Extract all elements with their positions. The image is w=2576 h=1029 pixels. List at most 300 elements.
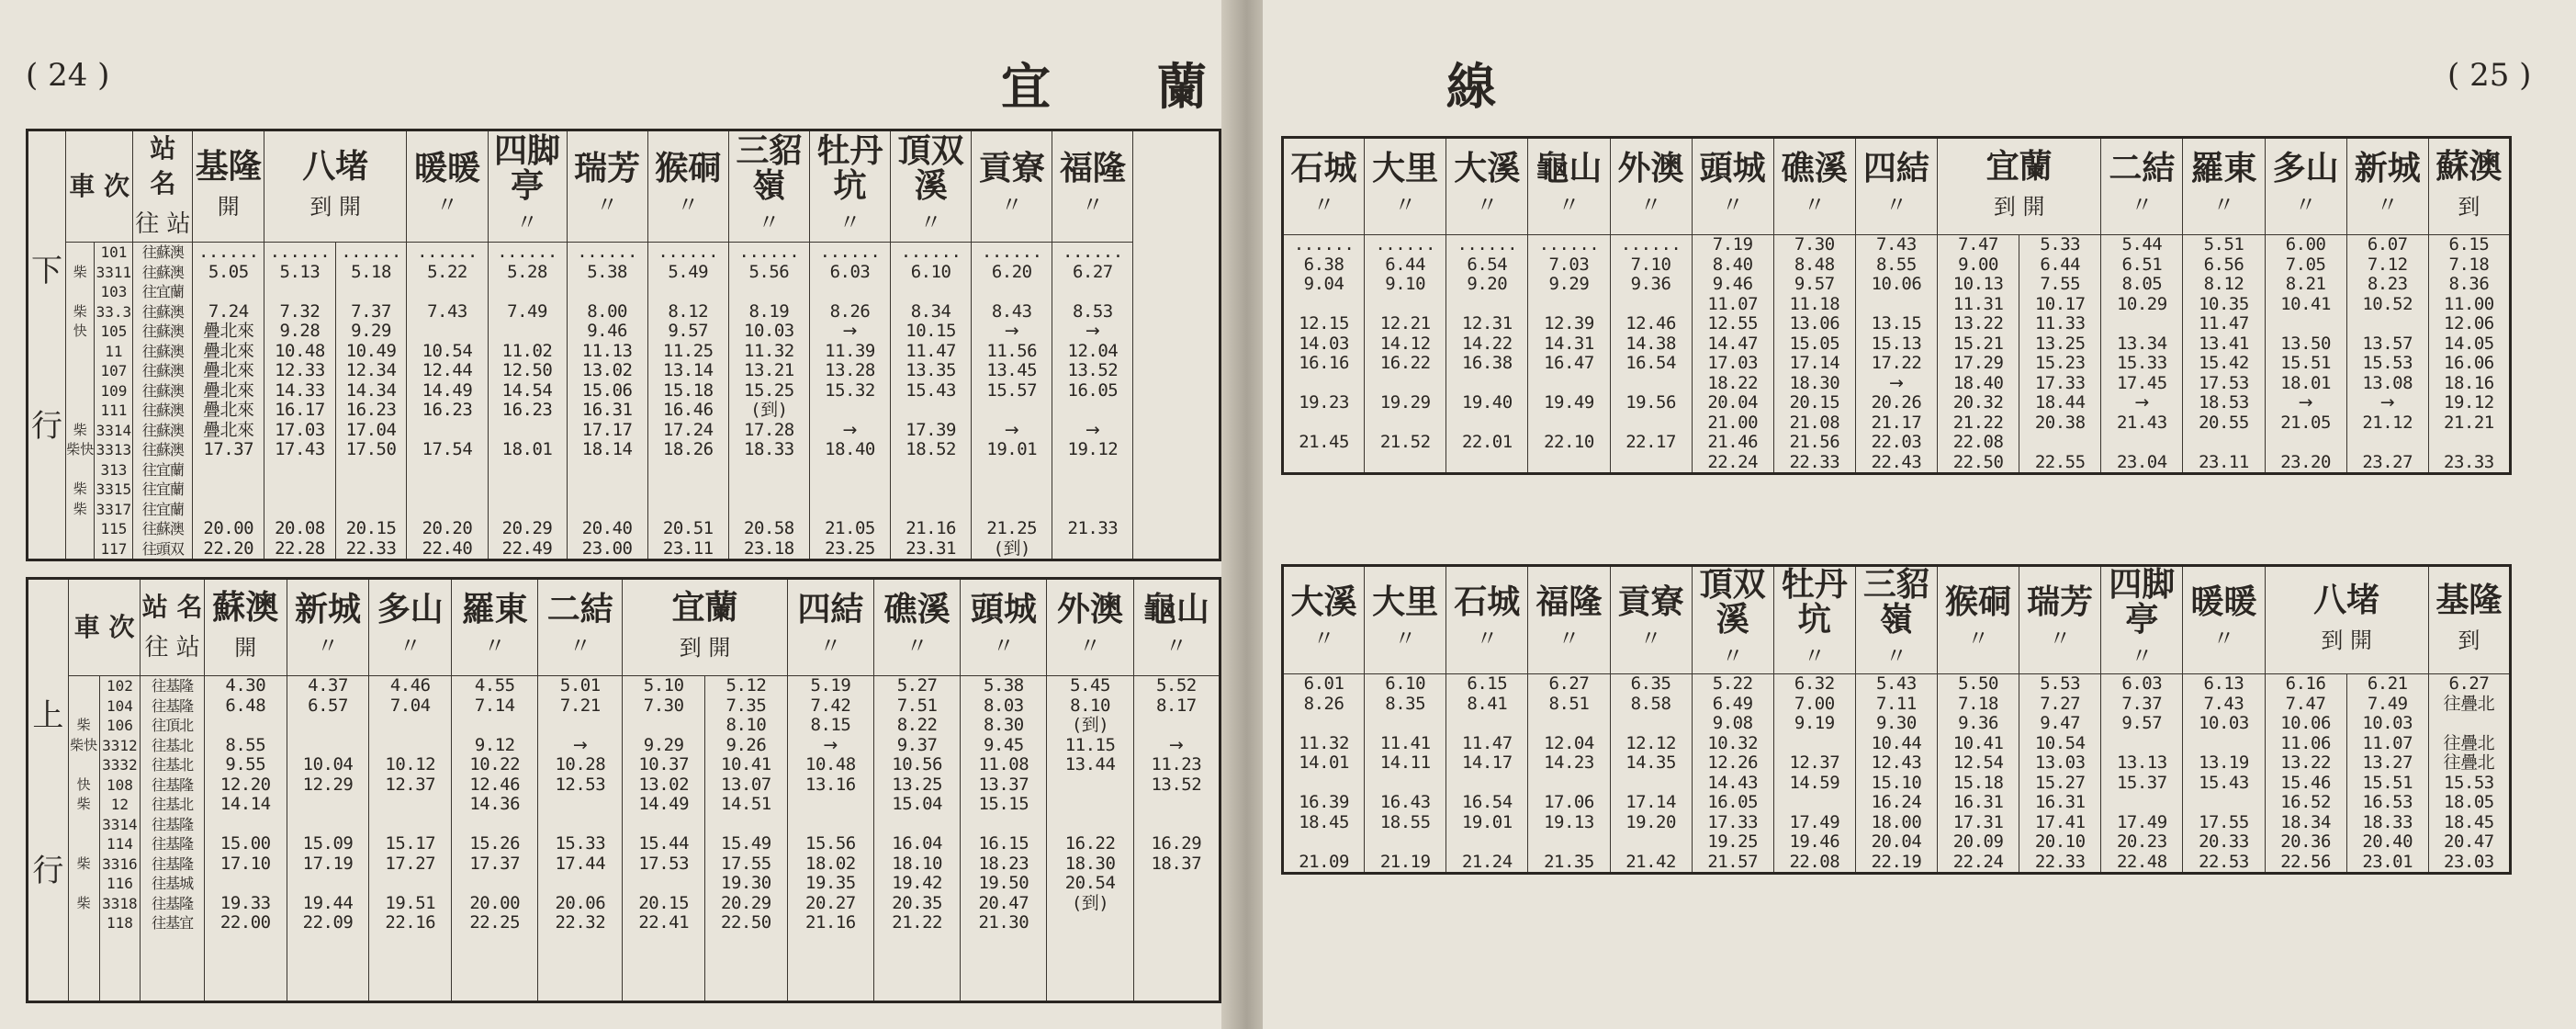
rd-station-name-3: 龜山 [1535,149,1603,187]
lu-time-9-6: 15.15 [978,794,1029,814]
ld-time-9-7: 15.43 [906,379,956,401]
ru-station-name-4: 貢寮 [1617,582,1684,621]
ld-time-2-2 [336,282,407,302]
rd-station-0 [1283,138,1365,235]
rd-station-10 [2183,138,2265,235]
ld-time-4-5: 11.02 [501,340,553,361]
lu-time-2-3 [369,736,451,756]
rd-station-name-8: 宜蘭 [1985,147,2053,186]
lu-time-5-5: 13.02 [638,774,690,795]
ld-time-11-2 [1052,282,1132,302]
ru-time-col-7 [1855,674,1937,874]
ld-dest-11: 往宜蘭 [141,460,184,479]
lu-time-0-1: 6.48 [225,695,266,716]
ru-time-1-3: 11.41 [1379,732,1431,753]
ru-time-10-0: 6.03 [2121,673,2163,694]
ru-time-12-8: 20.36 [2280,831,2331,852]
ru-time-8-8: 20.09 [1952,831,2004,852]
ld-time-2-15: 22.33 [345,537,397,559]
ld-time-2-3: 7.37 [351,300,391,322]
page-number-right: ( 25 ) [2447,57,2532,94]
rd-time-9-6: 15.23 [2034,353,2086,373]
ld-time-10-10: 19.01 [986,439,1038,459]
ru-station-mark-9: 〃 [2049,626,2072,651]
ld-time-0-6: 疊北來 [203,360,254,380]
ru-time-3-2 [1528,714,1609,734]
ld-time-5-6: 13.02 [581,360,633,380]
ld-time-7-3: 8.19 [748,300,790,322]
lu-time-2-6 [369,795,451,815]
rd-time-10-5: 13.34 [2116,333,2167,354]
rd-time-0-5: 14.03 [1299,333,1349,354]
ld-time-5-15: 23.00 [581,537,633,559]
ld-dest-col [133,243,193,560]
rd-time-9-7: 17.33 [2034,372,2086,393]
ru-time-0-3: 11.32 [1299,732,1349,753]
ru-time-7-1: 7.11 [1876,693,1917,714]
ld-time-10-13 [972,500,1052,520]
lu-time-8-4: 10.56 [892,754,942,775]
ld-time-4-7: 14.54 [501,379,553,401]
rd-time-1-10: 21.52 [1379,432,1431,452]
ru-time-1-2 [1365,714,1445,734]
ld-train-no-10: 3313 [96,441,132,458]
rd-time-4-7 [1611,374,1692,394]
rd-station-mark-3: 〃 [1558,192,1580,218]
ru-time-11-3 [2183,734,2264,754]
lu-station-sub-0: 開 [234,635,257,661]
lu-dest-col [141,676,205,1002]
rd-time-6-10: 21.56 [1789,432,1840,452]
rd-station-mark-4: 〃 [1639,192,1662,218]
rd-time-11-7: 17.53 [2199,372,2249,393]
rd-time-10-4 [2101,314,2182,334]
rd-time-13-11: 23.27 [2362,451,2413,472]
rd-time-12-8: → [2298,392,2313,413]
rd-time-0-0: ...... [1293,234,1355,254]
ld-time-7-9: 17.28 [744,419,794,440]
lu-time-2-9: 17.27 [385,853,436,874]
ru-time-8-6: 16.31 [1952,792,2004,812]
ru-time-5-3: 10.32 [1707,732,1759,753]
ru-time-2-0: 6.15 [1467,673,1508,694]
rd-time-1-5: 14.12 [1379,333,1431,354]
ru-time-3-1: 8.51 [1548,693,1590,714]
ld-time-5-12 [568,480,647,500]
lu-time-10-5 [1047,775,1132,796]
ld-corner-header [133,130,193,243]
ld-time-1-3: 7.32 [279,300,321,322]
rd-time-14-8: 19.12 [2444,392,2494,413]
ru-station-mark-5: 〃 [1721,643,1744,669]
lu-time-3-6: 14.36 [469,794,521,814]
lu-time-9-0: 5.38 [983,675,1024,695]
rd-time-8-7: 18.40 [1952,372,2004,393]
ld-time-8-2 [810,282,890,302]
lu-time-5-6: 14.49 [638,794,690,814]
lu-station-name-7: 礁溪 [883,590,951,628]
lu-time-11-1: 8.17 [1155,695,1197,716]
ld-station-mark-8: 〃 [919,209,942,235]
lu-station-mark-4: 〃 [568,633,591,659]
ld-dest-4: 往蘇澳 [141,322,184,340]
ld-station-name-4: 瑞芳 [574,149,641,187]
ld-time-2-4: 9.29 [351,321,391,341]
lu-time-11-2 [1134,716,1219,736]
ru-time-1-7: 18.55 [1379,811,1431,832]
ru-time-1-1: 8.35 [1385,693,1426,714]
rd-time-3-9 [1528,413,1609,434]
rd-time-col-8 [1938,235,2019,474]
ru-station-mark-3: 〃 [1558,626,1580,651]
ru-time-col-0 [1283,674,1365,874]
ru-time-12-1: 7.47 [2285,693,2326,714]
ld-station-0 [193,130,264,243]
ld-time-6-4: 9.57 [668,321,709,341]
ld-time-11-13 [1052,500,1132,520]
lu-train-no-3: 3312 [102,736,138,754]
lu-time-11-5: 13.52 [1151,774,1202,795]
lu-time-2-5: 12.37 [385,774,436,795]
lu-station-4 [538,579,623,676]
lu-time-5-1: 7.30 [643,695,684,716]
lu-direction-label [28,579,69,1002]
ru-time-11-7: 17.55 [2199,811,2249,832]
rd-time-4-8: 19.56 [1625,392,1676,413]
rd-time-8-10: 22.08 [1952,432,2004,452]
rd-time-10-3: 10.29 [2116,293,2167,314]
rd-time-7-0: 7.43 [1876,234,1917,254]
rd-time-6-9: 21.08 [1789,412,1840,433]
lu-time-4-12: 22.32 [555,912,606,933]
ru-time-8-2: 9.36 [1958,713,1998,733]
rd-time-7-6: 17.22 [1871,353,1922,373]
rd-time-2-0: ...... [1457,234,1518,254]
ru-time-4-5 [1611,774,1692,794]
lu-time-col-1 [287,676,369,1002]
ld-time-4-1: 5.28 [507,261,547,282]
ru-time-9-0: 5.53 [2040,673,2081,694]
lu-kind-3: 柴快 [70,736,98,753]
rd-station-13 [2428,138,2510,235]
ru-time-0-0: 6.01 [1303,673,1344,694]
lu-time-0-11: 19.33 [219,892,271,913]
ru-time-9-2: 9.47 [2040,713,2081,733]
lu-time-8-11: 20.35 [892,892,942,913]
ld-dest-14: 往蘇澳 [141,520,184,537]
ld-time-4-14: 20.29 [501,518,553,538]
ru-station-name-0: 大溪 [1290,582,1357,621]
ld-time-6-7: 15.18 [662,379,714,401]
lu-time-4-2 [538,716,622,736]
ru-time-3-9: 21.35 [1544,851,1594,872]
rd-time-0-10: 21.45 [1299,432,1349,452]
lu-train-no-10: 116 [106,875,133,892]
ld-time-6-5: 11.25 [662,340,714,361]
ld-time-3-6: 12.44 [422,360,473,380]
ld-time-3-9 [407,421,487,441]
ru-time-13-3: 11.07 [2362,732,2413,753]
rd-time-13-7: 13.08 [2362,372,2413,393]
ld-time-6-0: ...... [658,242,719,262]
lu-time-3-0: 4.55 [474,675,515,695]
rd-time-col-9 [2019,235,2101,474]
ld-direction-char-0: 下 [30,252,62,289]
title-char-3: 線 [1446,57,1500,116]
lu-time-3-4: 10.22 [469,754,521,775]
ld-train-no-1: 3311 [96,263,132,281]
ru-station-name-13: 基隆 [2435,581,2503,619]
ld-time-8-1: 6.03 [829,261,871,282]
ld-dest-0: 往蘇澳 [141,243,184,261]
rd-time-13-8: → [2379,392,2395,413]
lu-time-7-10: 19.35 [805,873,856,893]
lu-time-7-7 [788,815,873,835]
ld-kind-7 [66,381,94,401]
ld-time-0-10: 17.37 [203,439,254,459]
rd-time-1-6: 16.22 [1379,353,1431,373]
ld-time-4-2 [489,282,567,302]
rd-time-5-4: 12.55 [1707,313,1759,334]
ru-time-14-5: 15.53 [2444,772,2494,793]
ru-time-7-3: 10.44 [1871,732,1922,753]
lu-station-sub-5: 到 開 [679,635,731,661]
rd-time-11-2: 8.12 [2203,274,2244,294]
rd-time-6-11: 22.33 [1789,451,1840,472]
ld-time-0-3: 7.24 [208,300,249,322]
ru-time-7-0: 5.43 [1876,673,1917,694]
rd-time-12-11: 23.20 [2280,451,2331,472]
ru-time-col-4 [1610,674,1692,874]
ru-time-0-8 [1284,832,1364,853]
lu-time-7-12: 21.16 [805,912,856,933]
rd-time-10-10 [2101,433,2182,453]
rd-time-3-0: ...... [1538,234,1600,254]
lu-time-7-3: → [823,734,838,755]
lu-station-10 [1133,579,1220,676]
lu-time-9-8: 16.15 [978,833,1029,854]
ru-time-0-6: 16.39 [1299,792,1349,812]
ld-time-0-2 [193,282,264,302]
ld-station-sub-0: 開 [217,194,240,220]
ru-time-6-7: 17.49 [1789,811,1840,832]
ld-time-3-15: 22.40 [422,537,473,559]
lu-time-3-12: 22.25 [469,912,521,933]
rd-time-0-7 [1284,374,1364,394]
lu-time-7-8: 15.56 [805,833,856,854]
ru-station-10 [2101,566,2183,674]
ld-station-name-10: 福隆 [1059,149,1126,187]
ru-time-2-3: 11.47 [1461,732,1513,753]
ld-time-3-4 [407,322,487,342]
lu-time-5-11: 20.15 [638,892,690,913]
rd-time-9-9: 20.38 [2034,412,2086,433]
ld-station-name-1: 八堵 [302,147,369,186]
rd-time-0-2: 9.04 [1303,274,1344,294]
ru-time-9-5: 15.27 [2034,772,2086,793]
rd-time-5-11: 22.24 [1707,451,1759,472]
rd-time-14-6: 16.06 [2444,353,2494,373]
ru-time-10-7: 17.49 [2116,811,2167,832]
rd-station-mark-1: 〃 [1394,192,1417,218]
ru-station-mark-6: 〃 [1803,643,1826,669]
lu-time-col-7 [787,676,873,1002]
ld-time-5-14: 20.40 [581,518,633,538]
rd-time-12-5: 13.50 [2280,333,2331,354]
ru-time-3-4: 14.23 [1544,752,1594,773]
ld-time-0-9: 疊北來 [203,419,254,440]
ru-time-6-0: 6.32 [1794,673,1835,694]
lu-time-2-0: 4.46 [389,675,431,695]
ru-time-col-2 [1446,674,1528,874]
rd-station-name-10: 羅東 [2190,149,2257,187]
rd-station-8 [1938,138,2101,235]
ru-time-13-9: 23.01 [2362,851,2413,872]
ru-time-5-2: 9.08 [1712,713,1753,733]
lu-time-5-2 [623,716,704,736]
rd-time-14-11: 23.33 [2444,451,2494,472]
ru-station-1 [1365,566,1446,674]
lu-kind-2: 柴 [76,717,91,733]
rd-time-1-2: 9.10 [1385,274,1426,294]
lu-time-4-1: 7.21 [559,695,601,716]
ru-time-12-9: 22.56 [2280,851,2331,872]
rd-time-3-1: 7.03 [1548,254,1590,275]
rd-station-name-13: 蘇澳 [2435,147,2503,186]
rd-time-4-4: 12.46 [1625,313,1676,334]
rd-time-12-2: 8.21 [2285,274,2326,294]
rd-time-14-7: 18.16 [2444,372,2494,393]
ld-station-name-8: 頂双溪 [897,131,964,205]
lu-station-0 [204,579,287,676]
lu-train-no-0: 102 [106,677,133,695]
rd-time-6-4: 13.06 [1789,313,1840,334]
ld-time-5-11 [568,460,647,481]
ld-time-0-15: 22.20 [203,537,254,559]
ld-time-11-6: 13.52 [1067,360,1119,380]
ld-time-5-7: 15.06 [581,379,633,401]
ld-kind-6 [66,361,94,381]
rd-station-mark-12: 〃 [2376,192,2399,218]
rd-time-col-5 [1692,235,1773,474]
rd-time-col-12 [2265,235,2346,474]
ru-time-14-1: 往疊北 [2443,693,2495,714]
ld-time-col-4 [488,243,567,560]
ld-train-no-8: 111 [100,401,128,419]
rd-time-7-4: 13.15 [1871,313,1922,334]
lu-time-6-12: 22.50 [721,912,771,933]
ru-time-13-0: 6.21 [2367,673,2408,694]
ru-time-8-5: 15.18 [1952,772,2004,793]
lu-time-5-0: 5.10 [643,675,684,695]
ld-dest-9: 往蘇澳 [141,421,184,439]
ru-time-2-1: 8.41 [1467,693,1508,714]
rd-time-2-4: 12.31 [1461,313,1513,334]
rd-time-2-10: 22.01 [1461,432,1513,452]
lu-dest-3: 往基北 [152,736,194,754]
rd-time-5-5: 14.47 [1707,333,1759,354]
ld-time-9-5: 11.47 [906,340,956,361]
lu-time-8-5: 13.25 [892,774,942,795]
lu-time-9-4: 11.08 [978,754,1029,775]
ld-train-no-3: 33.3 [96,302,132,321]
ld-time-10-4: → [1004,321,1019,341]
rd-time-11-5: 13.41 [2199,333,2249,354]
lu-time-4-8: 15.33 [555,833,606,854]
ru-station-name-2: 石城 [1454,582,1521,621]
rd-time-7-3 [1856,295,1937,315]
ld-body-row [28,243,1221,560]
rd-time-2-3 [1446,295,1527,315]
rd-time-9-5: 13.25 [2034,333,2086,354]
ld-time-4-0: ...... [497,242,557,262]
rd-station-7 [1855,138,1937,235]
ld-time-1-2 [264,282,335,302]
rd-station-4 [1610,138,1692,235]
rd-time-1-4: 12.21 [1379,313,1431,334]
ld-time-11-0: ...... [1063,242,1123,262]
ru-time-12-6: 16.52 [2280,792,2331,812]
ld-time-3-0: ...... [417,242,478,262]
lu-header-row [28,579,1221,676]
ld-direction-label [28,130,66,560]
ru-time-14-0: 6.27 [2448,673,2490,694]
ld-time-10-5: 11.56 [986,340,1038,361]
ru-station-name-6: 牡丹坑 [1781,565,1848,639]
lu-station-name-8: 頭城 [970,590,1037,628]
lu-time-7-2: 8.15 [810,715,851,735]
lu-corner-header [141,579,205,676]
ru-time-3-3: 12.04 [1544,732,1594,753]
rd-time-8-11: 22.50 [1952,451,2004,472]
lu-time-col-5 [623,676,705,1002]
lu-time-4-11: 20.06 [555,892,606,913]
rd-time-14-4: 12.06 [2444,313,2494,334]
ru-time-5-4: 12.26 [1707,752,1759,773]
rd-station-name-2: 大溪 [1454,149,1521,187]
ld-kind-11 [66,460,94,481]
ld-direction-char-1: 行 [30,407,62,445]
lu-train-no-12: 118 [106,914,133,932]
ru-time-10-4: 13.13 [2116,752,2167,773]
lu-dest-1: 往基隆 [152,696,194,715]
ld-time-0-14: 20.00 [203,518,254,538]
ld-time-0-5: 疊北來 [203,340,254,361]
ru-time-4-0: 6.35 [1630,673,1671,694]
ru-time-0-7: 18.45 [1299,811,1349,832]
ru-time-9-1: 7.27 [2040,693,2081,714]
ru-time-6-8: 19.46 [1789,831,1840,852]
lu-train-no-2: 106 [106,717,133,734]
lu-time-3-9: 17.37 [469,853,521,874]
ld-dest-7: 往蘇澳 [141,381,184,400]
lu-dest-8: 往基隆 [152,835,194,853]
lu-time-8-2: 8.22 [896,715,938,735]
title-char-1: 宜 [1001,57,1054,116]
ru-time-2-4: 14.17 [1461,752,1513,773]
rd-time-4-9 [1611,413,1692,434]
rd-time-7-11: 22.43 [1871,451,1922,472]
rd-time-12-0: 6.00 [2285,234,2326,254]
up-timetable-left [26,577,1221,1003]
rd-station-12 [2346,138,2428,235]
ld-time-7-4: 10.03 [744,321,794,341]
ld-corner-station: 站 名 [150,133,176,198]
ld-time-11-14: 21.33 [1067,518,1119,538]
lu-time-7-4: 10.48 [805,754,856,775]
rd-time-8-6: 17.29 [1952,353,2004,373]
ru-time-5-9: 21.57 [1707,851,1759,872]
